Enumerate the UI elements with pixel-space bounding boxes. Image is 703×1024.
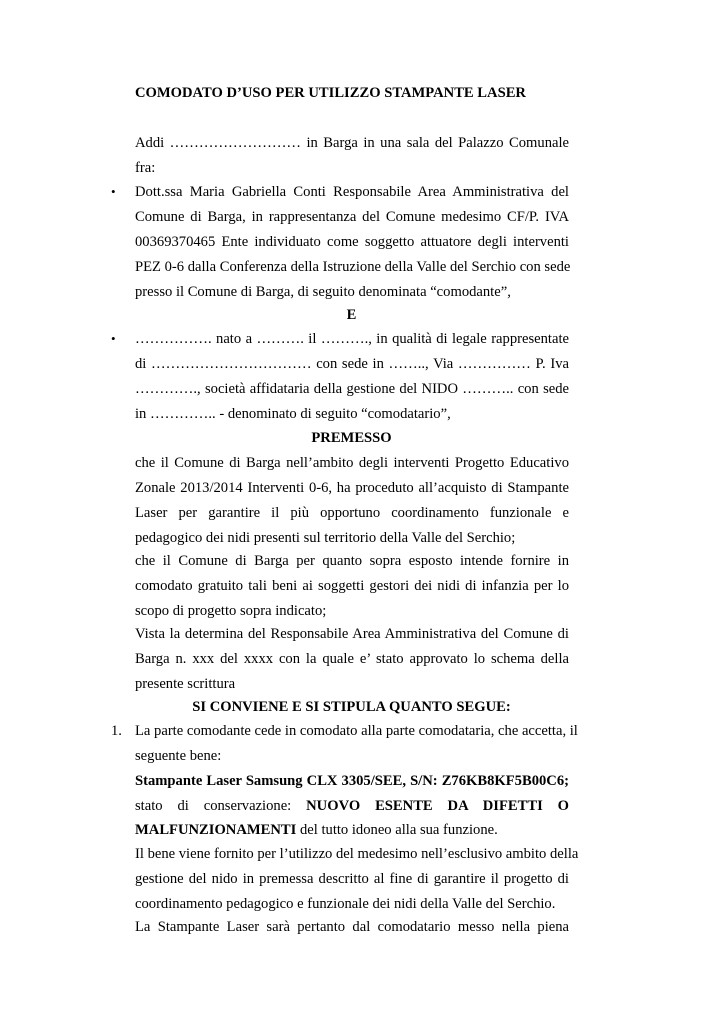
premise-line: che il Comune di Barga per quanto sopra esposto intende fornire in <box>135 553 569 569</box>
separator-heading: E <box>346 307 357 323</box>
item-description: Stampante Laser Samsung CLX 3305/SEE, S/N: Z76KB8KF5B00C6; <box>135 773 569 789</box>
condition-value: NUOVO ESENTE DA DIFETTI O <box>306 798 569 814</box>
intro-line: fra: <box>135 160 156 176</box>
premise-line: presente scrittura <box>135 676 236 692</box>
clause-line: seguente bene: <box>135 748 222 764</box>
party2-line: ……………. nato a ………. il ………., in qualità di legale rappresentate <box>135 331 569 347</box>
premise-line: Laser per garantire il più opportuno coordinamento funzionale e <box>135 505 569 521</box>
party1-line: Comune di Barga, in rappresentanza del Comune medesimo CF/P. IVA <box>135 209 569 225</box>
clause-line: La parte comodante cede in comodato alla parte comodataria, che accetta, il <box>135 723 578 739</box>
premise-line: Vista la determina del Responsabile Area Amministrativa del Comune di <box>135 626 569 642</box>
party1-line: Dott.ssa Maria Gabriella Conti Responsabile Area Amministrativa del <box>135 184 569 200</box>
party2-line: …………., società affidataria della gestione del NIDO ……….. con sede <box>135 381 569 397</box>
premise-line: scopo di progetto sopra indicato; <box>135 603 327 619</box>
clause-line: coordinamento pedagogico e funzionale dei nidi della Valle del Serchio. <box>135 896 556 912</box>
premise-line: che il Comune di Barga nell’ambito degli interventi Progetto Educativo <box>135 455 569 471</box>
party2-line: in ………….. - denominato di seguito “comodatario”, <box>135 406 451 422</box>
premise-line: comodato gratuito tali beni ai soggetti gestori dei nidi di infanzia per lo <box>135 578 569 594</box>
clause-number: 1. <box>111 723 122 739</box>
condition-value: MALFUNZIONAMENTI <box>135 822 297 838</box>
bullet-icon: • <box>111 184 116 199</box>
premise-line: Barga n. xxx del xxxx con la quale e’ stato approvato lo schema della <box>135 651 569 667</box>
premise-line: pedagogico dei nidi presenti sul territorio della Valle del Serchio; <box>135 530 516 546</box>
premise-heading: PREMESSO <box>311 430 392 446</box>
party1-line: 00369370465 Ente individuato come soggetto attuatore degli interventi <box>135 234 569 250</box>
premise-line: Zonale 2013/2014 Interventi 0-6, ha proceduto all’acquisto di Stampante <box>135 480 569 496</box>
condition-tail: del tutto idoneo alla sua funzione. <box>296 822 498 838</box>
clause-line: La Stampante Laser sarà pertanto dal comodatario messo nella piena <box>135 919 569 935</box>
party1-line: PEZ 0-6 dalla Conferenza della Istruzione della Valle del Serchio con sede <box>135 259 571 275</box>
clause-line: gestione del nido in premessa descritto al fine di garantire il progetto di <box>135 871 569 887</box>
condition-label: stato di conservazione: <box>135 798 292 814</box>
condition-line <box>135 821 498 839</box>
document-title: COMODATO D’USO PER UTILIZZO STAMPANTE LASER <box>135 85 526 101</box>
party1-line: presso il Comune di Barga, di seguito denominata “comodante”, <box>135 284 511 300</box>
clause-line: Il bene viene fornito per l’utilizzo del medesimo nell’esclusivo ambito della <box>135 846 579 862</box>
intro-line: Addi ……………………… in Barga in una sala del Palazzo Comunale <box>135 135 569 151</box>
condition-line <box>135 797 569 815</box>
bullet-icon: • <box>111 331 116 346</box>
party2-line: di …………………………… con sede in …….., Via …………… P. Iva <box>135 356 569 372</box>
agreement-heading: SI CONVIENE E SI STIPULA QUANTO SEGUE: <box>192 699 511 715</box>
